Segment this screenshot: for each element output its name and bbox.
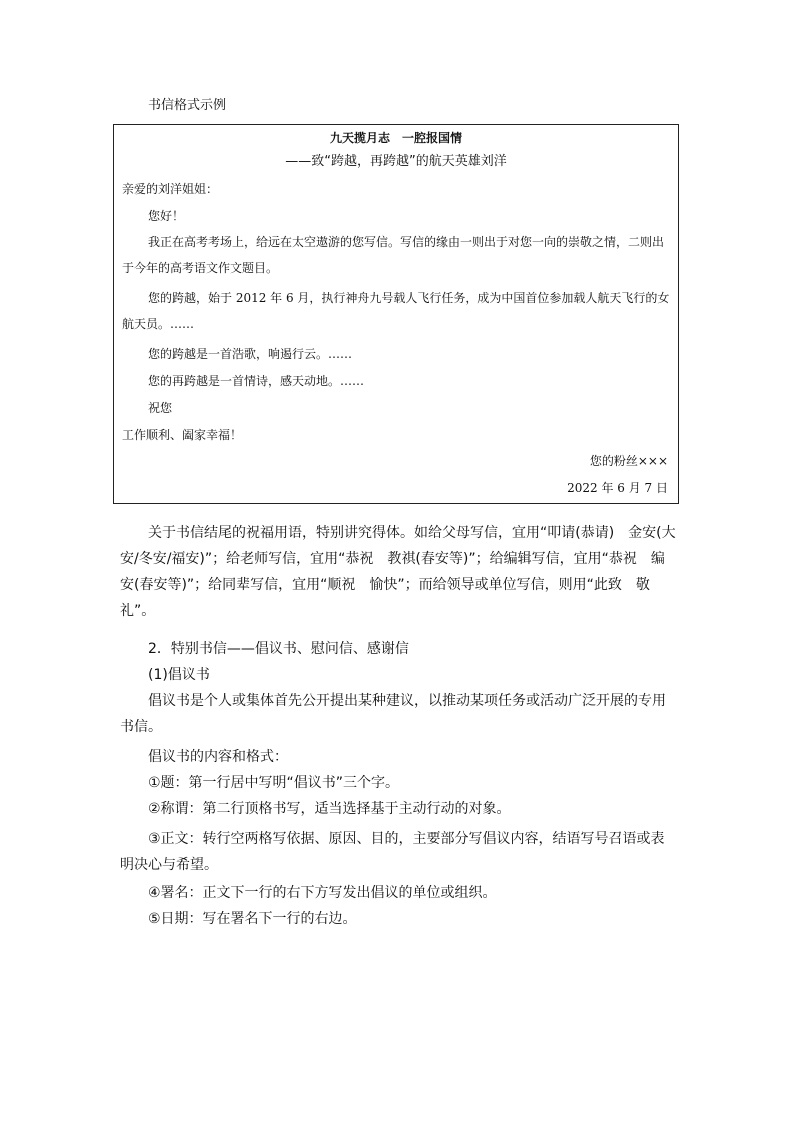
paragraph-proposal-definition: 倡议书是个人或集体首先公开提出某种建议，以推动某项任务或活动广泛开展的专用书信。 [120,693,666,735]
paragraph-blessings: 关于书信结尾的祝福用语，特别讲究得体。如给父母写信，宜用“叩请(恭请) 金安(大安/冬安/福安)”；给老师写信，宜用“恭祝 教祺(春安等)”；给编辑写信，宜用“恭祝 编安(春安等)”；给同辈写信，宜用“顺祝 愉快”；而给领导或单位写信，则用“此致 敬礼”。 [120,525,676,619]
letter-greeting: 您好！ [148,209,185,223]
subheading-proposal: (1)倡议书 [148,667,210,683]
letter-paragraph-4: 您的再跨越是一首情诗，感天动地。…… [148,374,365,388]
letter-subtitle: ——致“跨越，再跨越”的航天英雄刘洋 [285,154,507,169]
letter-signature: 您的粉丝××× [589,454,668,468]
list-item-body: ③正文：转行空两格写依据、原因、目的，主要部分写倡议内容，结语写号召语或表明决心与希望。 [120,831,665,873]
section-label: 书信格式示例 [148,98,227,113]
letter-paragraph-1: 我正在高考考场上，给远在太空遨游的您写信。写信的缘由一则出于对您一向的崇敬之情，二则出于今年的高考语文作文题目。 [122,235,665,275]
letter-closing-2: 工作顺利、阖家幸福！ [122,428,243,442]
list-item-date: ⑤日期：写在署名下一行的右边。 [148,911,357,927]
letter-paragraph-2: 您的跨越，始于 2012 年 6 月，执行神舟九号载人飞行任务，成为中国首位参加载人航天飞行的女航天员。…… [122,291,670,331]
letter-salutation: 亲爱的刘洋姐姐： [122,182,219,196]
letter-date: 2022 年 6 月 7 日 [567,481,668,495]
list-item-title: ①题：第一行居中写明“倡议书”三个字。 [148,775,400,791]
list-item-signature: ④署名：正文下一行的右下方写发出倡议的单位或组织。 [148,885,497,901]
letter-paragraph-3: 您的跨越是一首浩歌，响遏行云。…… [148,347,353,361]
letter-closing-1: 祝您 [148,401,173,415]
letter-title: 九天揽月志 一腔报国情 [329,131,462,145]
paragraph-proposal-format-intro: 倡议书的内容和格式： [148,749,288,765]
letter-example-box [113,124,679,504]
list-item-salutation: ②称谓：第二行顶格书写，适当选择基于主动行动的对象。 [148,801,511,817]
section-heading-special-letters: 2．特别书信——倡议书、慰问信、感谢信 [148,641,409,657]
